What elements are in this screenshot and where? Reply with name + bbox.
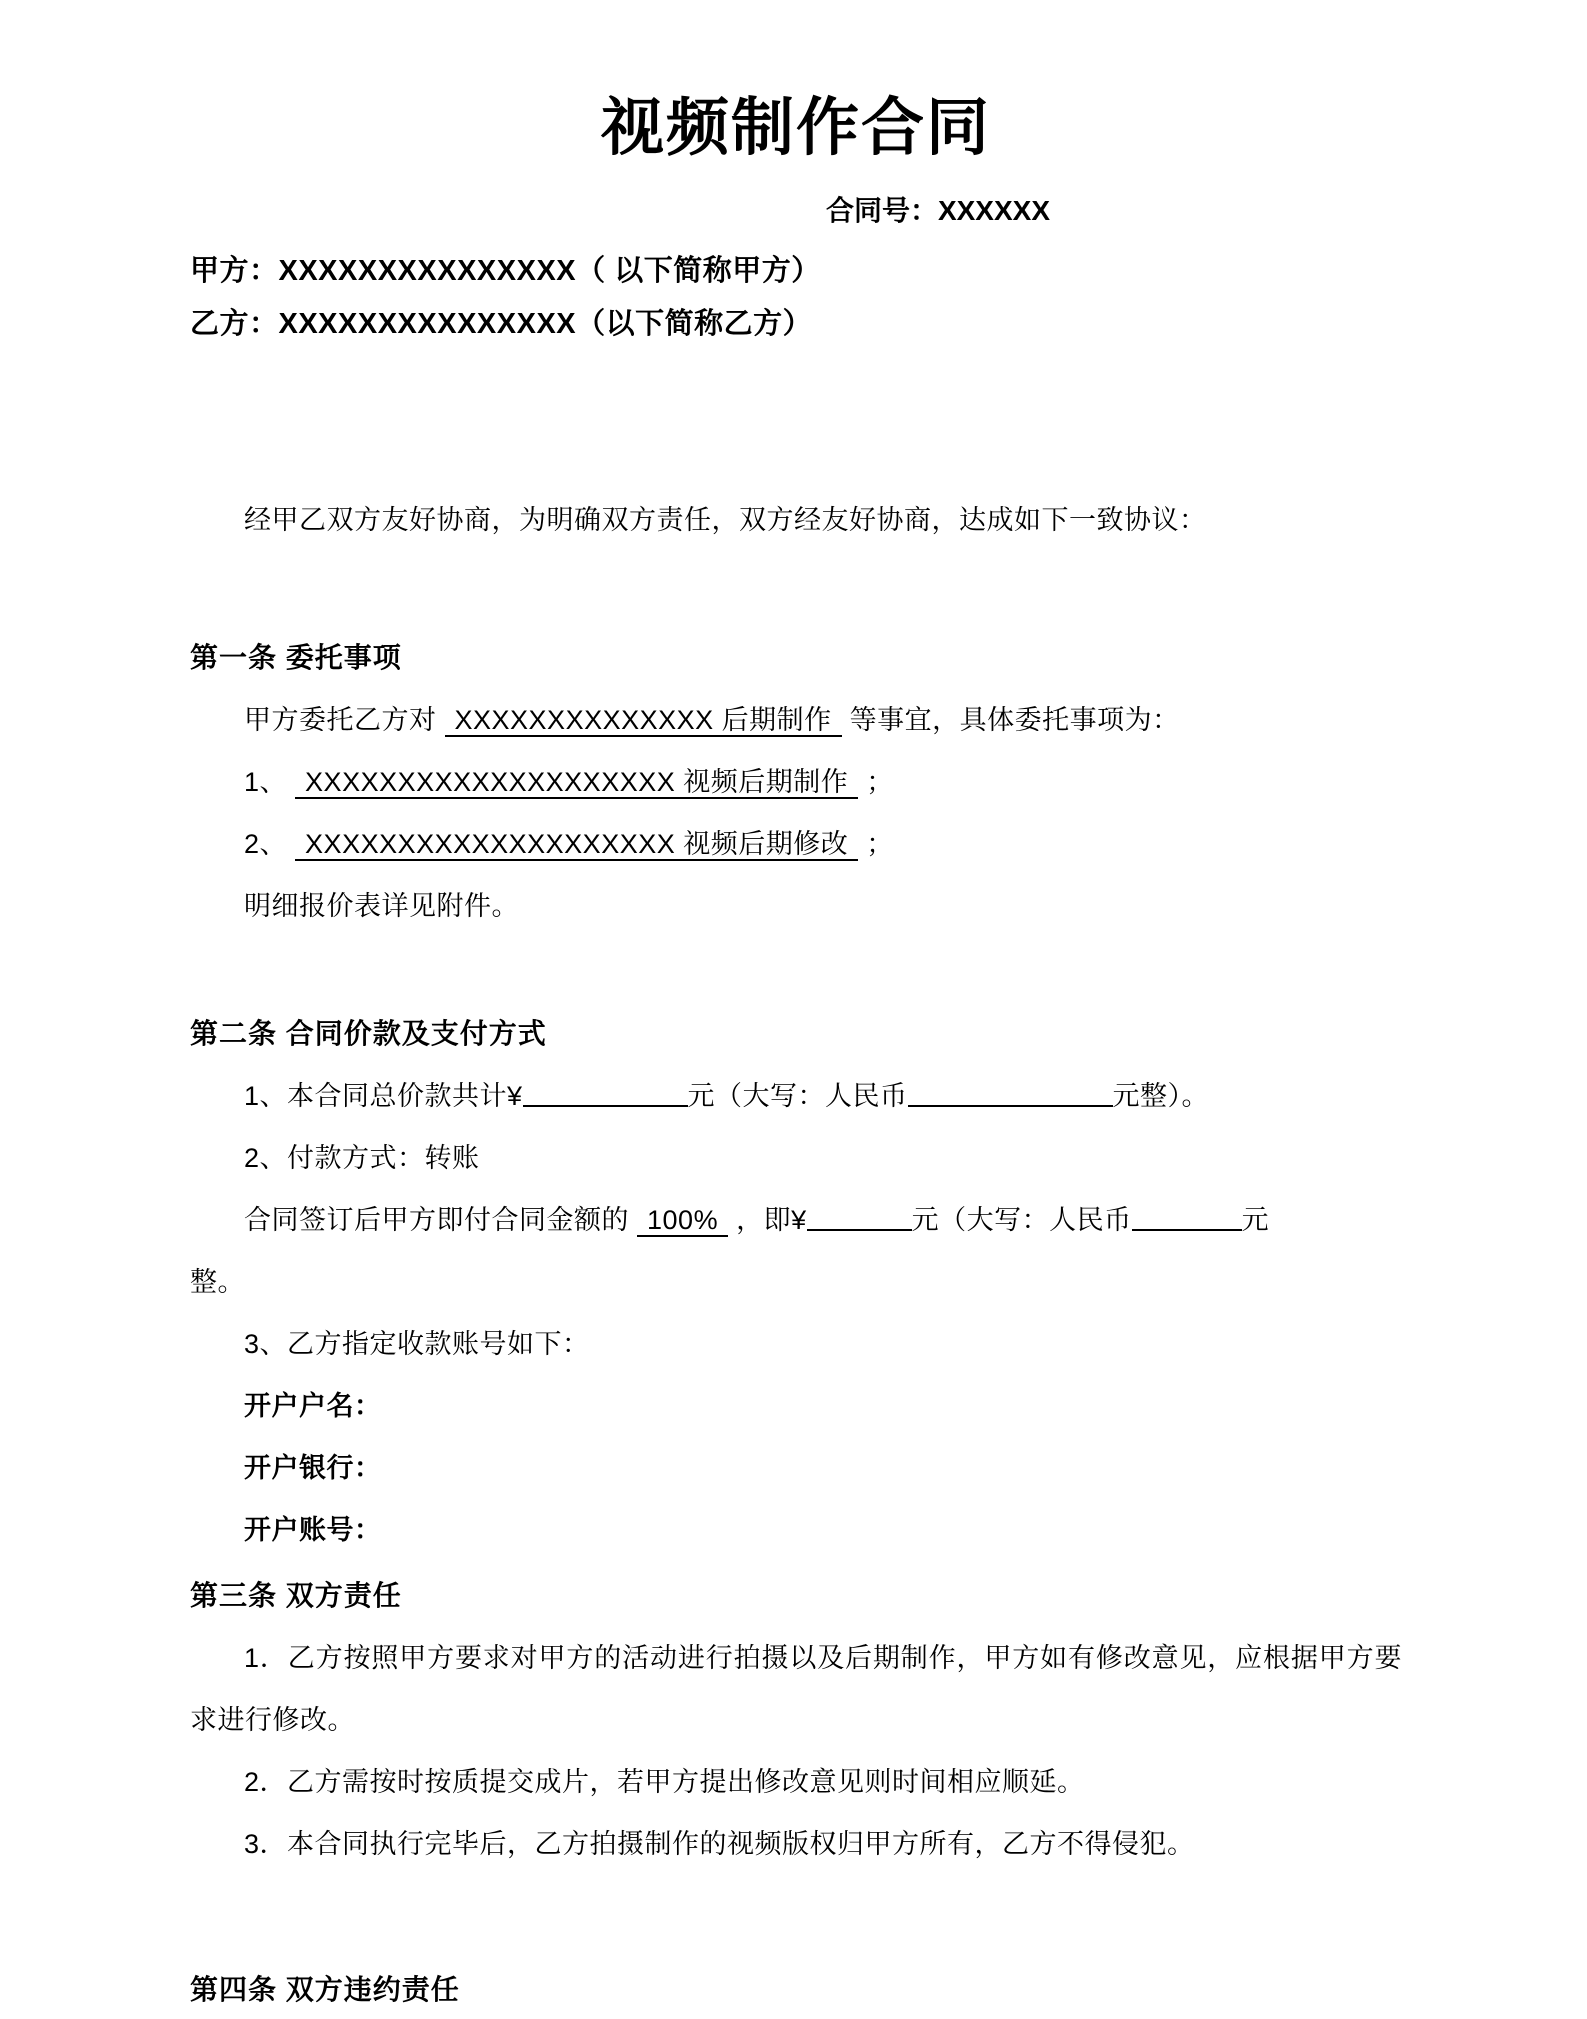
payment-percent-underlined: 100% [637,1205,728,1237]
total-price-words-blank [908,1077,1113,1107]
total-price-mid: 元（大写：人民币 [687,1081,908,1111]
section2-item3: 3、乙方指定收款账号如下： [244,1329,590,1359]
item1-number: 1、 [244,767,288,797]
section2-payment-continuation: 整。 [190,1267,245,1297]
payment-prefix: 合同签订后甲方即付合同金额的 [244,1205,629,1235]
payment-amount-blank [807,1201,912,1231]
section1-note: 明细报价表详见附件。 [244,891,519,921]
section3-item3: 3．本合同执行完毕后，乙方拍摄制作的视频版权归甲方所有，乙方不得侵犯。 [244,1829,1195,1859]
section2-item2: 2、付款方式：转账 [244,1143,480,1173]
total-price-blank [523,1077,688,1107]
section4-heading: 第四条 双方违约责任 [190,1974,460,2005]
payment-words-blank [1132,1201,1242,1231]
section1-heading: 第一条 委托事项 [190,642,402,673]
section1-item2 [190,813,1402,875]
section2-item1 [190,1065,1402,1127]
document-title: 视频制作合同 [601,93,991,163]
entrust-suffix: 等事宜，具体委托事项为： [849,705,1180,735]
entrust-prefix: 甲方委托乙方对 [244,705,437,735]
payment-mid2: 元（大写：人民币 [911,1205,1132,1235]
section1-entrust-line [190,689,1402,751]
section3-item2: 2．乙方需按时按质提交成片，若甲方提出修改意见则时间相应顺延。 [244,1767,1085,1797]
bank-name-label: 开户银行： [244,1453,382,1483]
item2-number: 2、 [244,829,288,859]
account-number-label: 开户账号： [244,1515,382,1545]
section3-item1: 1．乙方按照甲方要求对甲方的活动进行拍摄以及后期制作，甲方如有修改意见，应根据甲方要求进行修改。 [190,1643,1402,1735]
section1-item1 [190,751,1402,813]
item1-tail: ； [866,767,894,797]
item2-tail: ； [866,829,894,859]
section2-payment-line [190,1189,1402,1251]
contract-number: 合同号：XXXXXX [825,195,1050,226]
intro-paragraph: 经甲乙双方友好协商，为明确双方责任，双方经友好协商，达成如下一致协议： [244,505,1207,535]
section2-heading: 第二条 合同价款及支付方式 [190,1018,547,1049]
total-price-suffix: 元整）。 [1112,1081,1210,1111]
party-a-line: 甲方：XXXXXXXXXXXXXXX（ 以下简称甲方） [190,255,821,287]
payment-mid1: ，即¥ [736,1205,807,1235]
entrust-blank-underlined: XXXXXXXXXXXXXX 后期制作 [445,705,842,737]
item2-blank-underlined: XXXXXXXXXXXXXXXXXXXX 视频后期修改 [295,829,858,861]
account-name-label: 开户户名： [244,1391,382,1421]
party-b-line: 乙方：XXXXXXXXXXXXXXX（以下简称乙方） [190,308,813,340]
total-price-prefix: 1、本合同总价款共计¥ [244,1081,523,1111]
item1-blank-underlined: XXXXXXXXXXXXXXXXXXXX 视频后期制作 [295,767,858,799]
payment-line-end: 元 [1241,1205,1270,1235]
section3-heading: 第三条 双方责任 [190,1580,402,1611]
